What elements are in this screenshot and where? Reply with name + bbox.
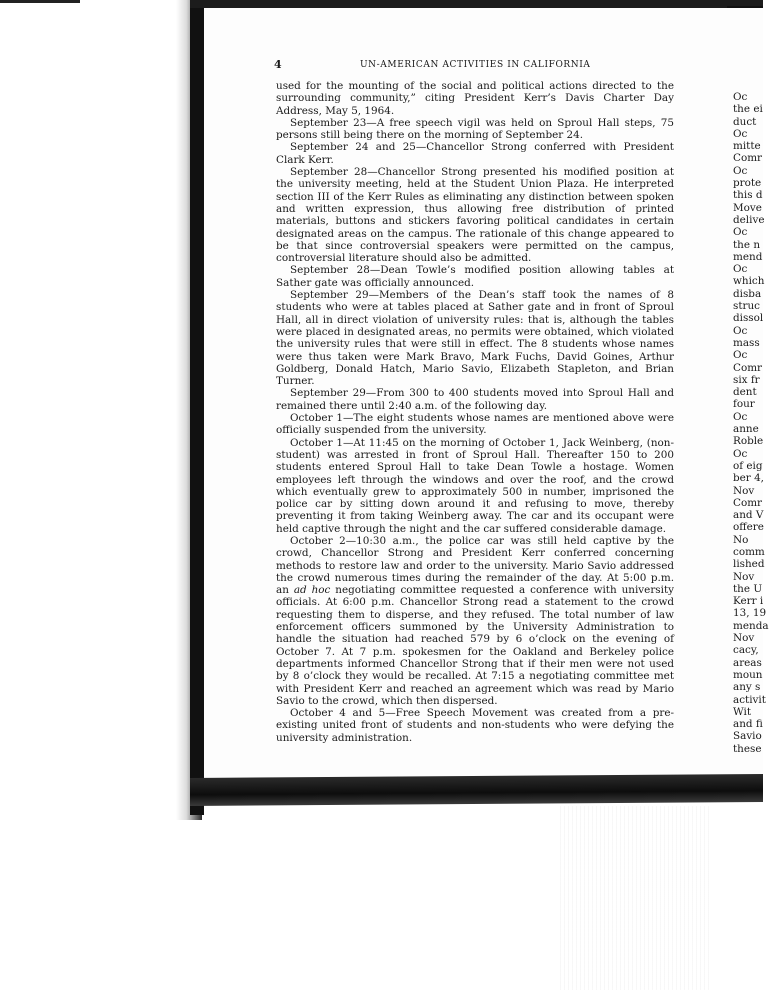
scan-margin: [0, 0, 202, 990]
facing-page-fragment: Nov: [733, 632, 755, 645]
facing-page-fragment: dissol: [733, 312, 764, 325]
facing-page-fragment: the ei: [733, 103, 763, 116]
facing-page-fragment: and V: [733, 509, 764, 522]
scan-artifact: [0, 0, 80, 3]
facing-page-fragment: four: [733, 398, 755, 411]
facing-page-fragment: offere: [733, 521, 764, 534]
italic-term: ad hoc: [293, 584, 331, 597]
paragraph: used for the mounting of the social and political actions directed to the surrounding community,” citing President Kerr’s Davis Charter Day Address, May 5, 1964.: [276, 80, 674, 117]
paragraph: October 1—The eight students whose names are mentioned above were officially suspended from the university.: [276, 412, 674, 437]
facing-page-text-fragments: [733, 91, 773, 755]
paragraph: September 28—Dean Towle’s modified position allowing tables at Sather gate was officially announced.: [276, 264, 674, 289]
facing-page-fragment: six fr: [733, 373, 760, 386]
paragraph-october-2: [276, 535, 674, 707]
facing-page-fragment: lished: [733, 558, 765, 571]
facing-page-fragment: Oc: [733, 410, 748, 423]
running-title: UN-AMERICAN ACTIVITIES IN CALIFORNIA: [360, 60, 591, 70]
facing-page-fragment: Move: [733, 201, 762, 214]
facing-page-fragment: of eig: [733, 459, 763, 472]
facing-page-fragment: cacy,: [733, 644, 759, 657]
facing-page-fragment: Oc: [733, 349, 748, 362]
facing-page-fragment: which: [733, 275, 765, 288]
facing-page-fragment: delive: [733, 213, 765, 226]
facing-page-fragment: Wit: [733, 705, 751, 718]
facing-page-fragment: this d: [733, 189, 763, 202]
facing-page-fragment: Roble: [733, 435, 764, 448]
paragraph: September 28—Chancellor Strong presented his modified position at the university meeting, held at the Student Union Plaza. He interpreted section III of the Kerr Rules as eliminating any distinction between spoken and written expression, thus allowing free distribution of printed materials, buttons and stickers favoring political candidates in certain designated areas on the campus. The rationale of this change appeared to be that since controversial speakers were permitted on the campus, controversial literature should also be admitted.: [276, 166, 674, 265]
facing-page-fragment: any s: [733, 681, 761, 694]
facing-page-fragment: Nov: [733, 570, 755, 583]
facing-page-fragment: menda: [733, 619, 769, 632]
facing-page-fragment: mend: [733, 250, 763, 263]
facing-page-fragment: duct: [733, 115, 757, 128]
facing-page-fragment: comm: [733, 545, 765, 558]
text-run: October 2—10:30 a.m., the police car was still held captive by the crowd, Chancellor Strong and President Kerr conferred concerning methods to restore law and order to the university. Mario Savio addressed the crowd numerous times during the remainder of the day. At 5:00 p.m. an: [276, 534, 674, 597]
facing-page-fragment: prote: [733, 177, 762, 190]
facing-page-fragment: mass: [733, 336, 760, 349]
facing-page-fragment: Savio: [733, 730, 762, 743]
paragraph: September 29—Members of the Dean’s staff took the names of 8 students who were at tables placed at Sather gate and in front of Sproul Hall, all in direct violation of university rules: that is, although the tables were placed in designated areas, no permits were obtained, which violated the university rules that were still in effect. The 8 students whose names were thus taken were Mark Bravo, Mark Fuchs, David Goines, Arthur Goldberg, Donald Hatch, Mario Savio, Elizabeth Stapleton, and Brian Turner.: [276, 289, 674, 388]
facing-page-fragment: ber 4,: [733, 472, 764, 485]
facing-page-fragment: mitte: [733, 140, 761, 153]
facing-page-fragment: dent: [733, 386, 757, 399]
facing-page-fragment: activit: [733, 693, 766, 706]
facing-page-fragment: struc: [733, 300, 760, 313]
facing-page-fragment: Oc: [733, 164, 748, 177]
facing-page-fragment: moun: [733, 668, 763, 681]
facing-page-fragment: the U: [733, 582, 763, 595]
page-bottom-edge: [190, 774, 763, 806]
facing-page-fragment: Comr: [733, 496, 763, 509]
facing-page-fragment: No: [733, 533, 749, 546]
facing-page-fragment: Nov: [733, 484, 755, 497]
facing-page-fragment: these: [733, 742, 762, 755]
facing-page-fragment: anne: [733, 423, 759, 436]
facing-page-fragment: Oc: [733, 263, 748, 276]
paragraph: October 4 and 5—Free Speech Movement was created from a pre-existing united front of students and non-students who were defying the university administration.: [276, 707, 674, 744]
facing-page-fragment: Comr: [733, 152, 763, 165]
facing-page-fragment: the n: [733, 238, 761, 251]
page-top-edge: [190, 0, 763, 8]
facing-page-fragment: Oc: [733, 447, 748, 460]
paragraph: September 24 and 25—Chancellor Strong conferred with President Clark Kerr.: [276, 141, 674, 166]
facing-page-fragment: Oc: [733, 127, 748, 140]
facing-page-fragment: and fi: [733, 718, 763, 731]
facing-page-fragment: Oc: [733, 324, 748, 337]
facing-page-fragment: Oc: [733, 91, 748, 103]
facing-page-fragment: 13, 19: [733, 607, 767, 620]
paragraph: October 1—At 11:45 on the morning of October 1, Jack Weinberg, (non-student) was arrested in front of Sproul Hall. Thereafter 150 to 200 students entered Sproul Hall to take Dean Towle a hostage. Women employees left through the windows and over the roof, and the crowd which eventually grew to approximately 500 in number, imprisoned the police car by sitting down around it and refusing to move, thereby preventing it from taking Weinberg away. The car and its occupant were held captive through the night and the car suffered considerable damage.: [276, 436, 674, 535]
text-run: negotiating committee requested a conference with university officials. At 6:00 p.m. Chancellor Strong read a statement to the crowd requesting them to disperse, and they refused. The total number of law enforcement officers summoned by the University Administration to handle the situation had reached 579 by 6 o’clock on the evening of October 7. At 7 p.m. spokesmen for the Oakland and Berkeley police departments informed Chancellor Strong that if their men were not used by 8 o’clock they would be recalled. At 7:15 a negotiating committee met with President Kerr and reached an agreement which was read by Mario Savio to the crowd, which then dispersed.: [276, 584, 674, 707]
binding-edge: [190, 0, 204, 815]
paragraph: September 23—A free speech vigil was held on Sproul Hall steps, 75 persons still being there on the morning of September 24.: [276, 116, 674, 142]
facing-page-fragment: Oc: [733, 226, 748, 239]
facing-page-fragment: Comr: [733, 361, 763, 374]
facing-page-fragment: areas: [733, 656, 762, 669]
main-text-column: [276, 80, 674, 744]
facing-page-fragment: Kerr i: [733, 595, 764, 608]
scan-noise: [560, 806, 710, 990]
facing-page-fragment: disba: [733, 287, 762, 300]
page-number: 4: [274, 58, 282, 71]
paragraph: September 29—From 300 to 400 students moved into Sproul Hall and remained there until 2:40 a.m. of the following day.: [276, 387, 674, 412]
